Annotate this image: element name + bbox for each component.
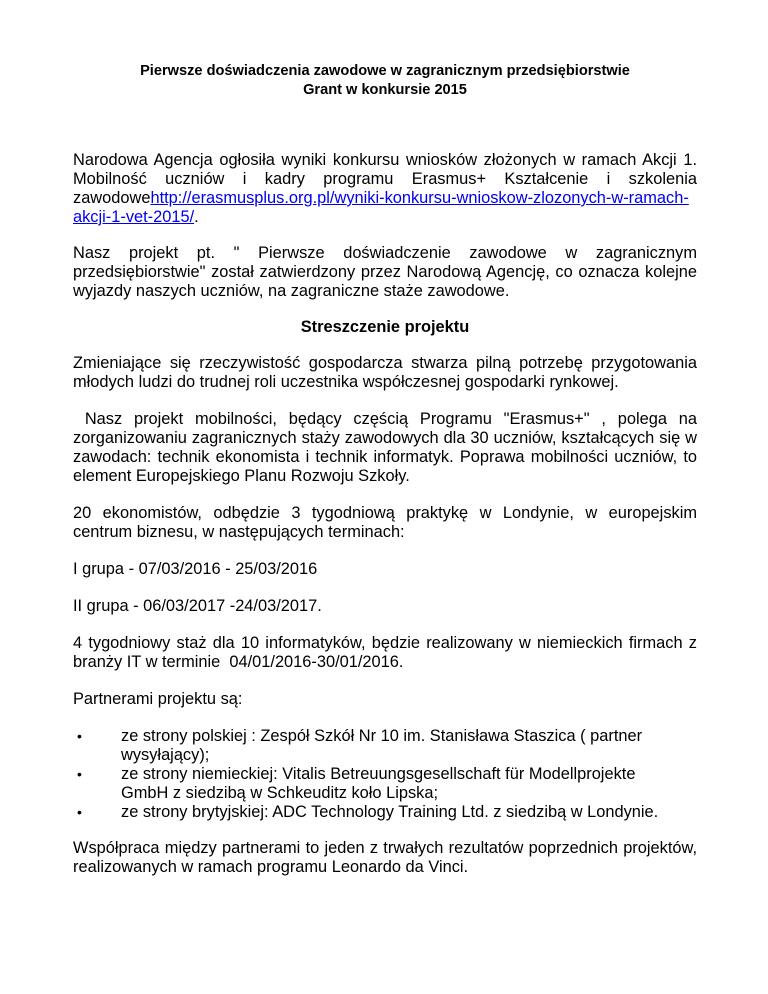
bullet-icon: • — [77, 804, 82, 820]
summary-paragraph-4: 4 tygodniowy staż dla 10 informatyków, będzie realizowany w niemieckich firmach z branży IT w terminie 04/01/2016-30/01/2016. — [73, 634, 702, 671]
partner-german: ze strony niemieckiej: Vitalis Betreuungsgesellschaft für Modellprojekte GmbH z siedzibą w Schkeuditz koło Lipska; — [121, 765, 636, 802]
partner-polish: ze strony polskiej : Zespół Szkół Nr 10 im. Stanisława Staszica ( partner wysyłający); — [121, 727, 643, 764]
summary-paragraph-1: Zmieniające się rzeczywistość gospodarcza stwarza pilną potrzebę przygotowania młodych ludzi do trudnej roli uczestnika współczesnej gospodarki rynkowej. — [73, 354, 697, 391]
bullet-icon: • — [77, 766, 82, 782]
group-1-dates: I grupa - 07/03/2016 - 25/03/2016 — [73, 560, 318, 578]
document-page — [73, 62, 702, 877]
intro-trailing: . — [194, 208, 199, 226]
summary-paragraph-2: Nasz projekt mobilności, będący częścią Programu "Erasmus+" , polega na zorganizowaniu zagranicznych staży zawodowych dla 30 uczniów, kształcących się w zawodach: technik ekonomista i technik informatyk. Poprawa mobilności uczniów, to element Europejskiego Planu Rozwoju Szkoły. — [73, 410, 702, 485]
list-item — [73, 765, 697, 803]
closing-paragraph: Współpraca między partnerami to jeden z trwałych rezultatów poprzednich projektów, realizowanych w ramach programu Leonardo da Vinci. — [73, 839, 697, 876]
list-item — [73, 727, 697, 765]
summary-heading: Streszczenie projektu — [300, 318, 470, 336]
summary-paragraph-3: 20 ekonomistów, odbędzie 3 tygodniową praktykę w Londynie, w europejskim centrum biznesu, w następujących terminach: — [73, 504, 697, 541]
intro-text: Narodowa Agencja ogłosiła wyniki konkursu wniosków złożonych w ramach Akcji 1. Mobilność uczniów i kadry programu Erasmus+ Kształcenie i szkolenia zawodowe — [73, 151, 697, 207]
partners-list — [73, 727, 697, 822]
group-2-dates: II grupa - 06/03/2017 -24/03/2017. — [73, 597, 322, 615]
partner-british: ze strony brytyjskiej: ADC Technology Training Ltd. z siedzibą w Londynie. — [121, 803, 659, 821]
intro-paragraph — [73, 151, 697, 227]
list-item — [73, 803, 697, 822]
results-link[interactable]: http://erasmusplus.org.pl/wyniki-konkursu-wnioskow-zlozonych-w-ramach-akcji-1-vet-2015/ — [73, 189, 689, 226]
partners-heading: Partnerami projektu są: — [73, 690, 243, 708]
bullet-icon: • — [77, 728, 82, 744]
title-line-1: Pierwsze doświadczenia zawodowe w zagranicznym przedsiębiorstwie — [140, 63, 630, 79]
title-line-2: Grant w konkursie 2015 — [303, 82, 467, 98]
approval-paragraph: Nasz projekt pt. " Pierwsze doświadczenie zawodowe w zagranicznym przedsiębiorstwie" został zatwierdzony przez Narodową Agencję, co oznacza kolejne wyjazdy naszych uczniów, na zagraniczne staże zawodowe. — [73, 244, 697, 300]
document-title — [73, 62, 697, 100]
